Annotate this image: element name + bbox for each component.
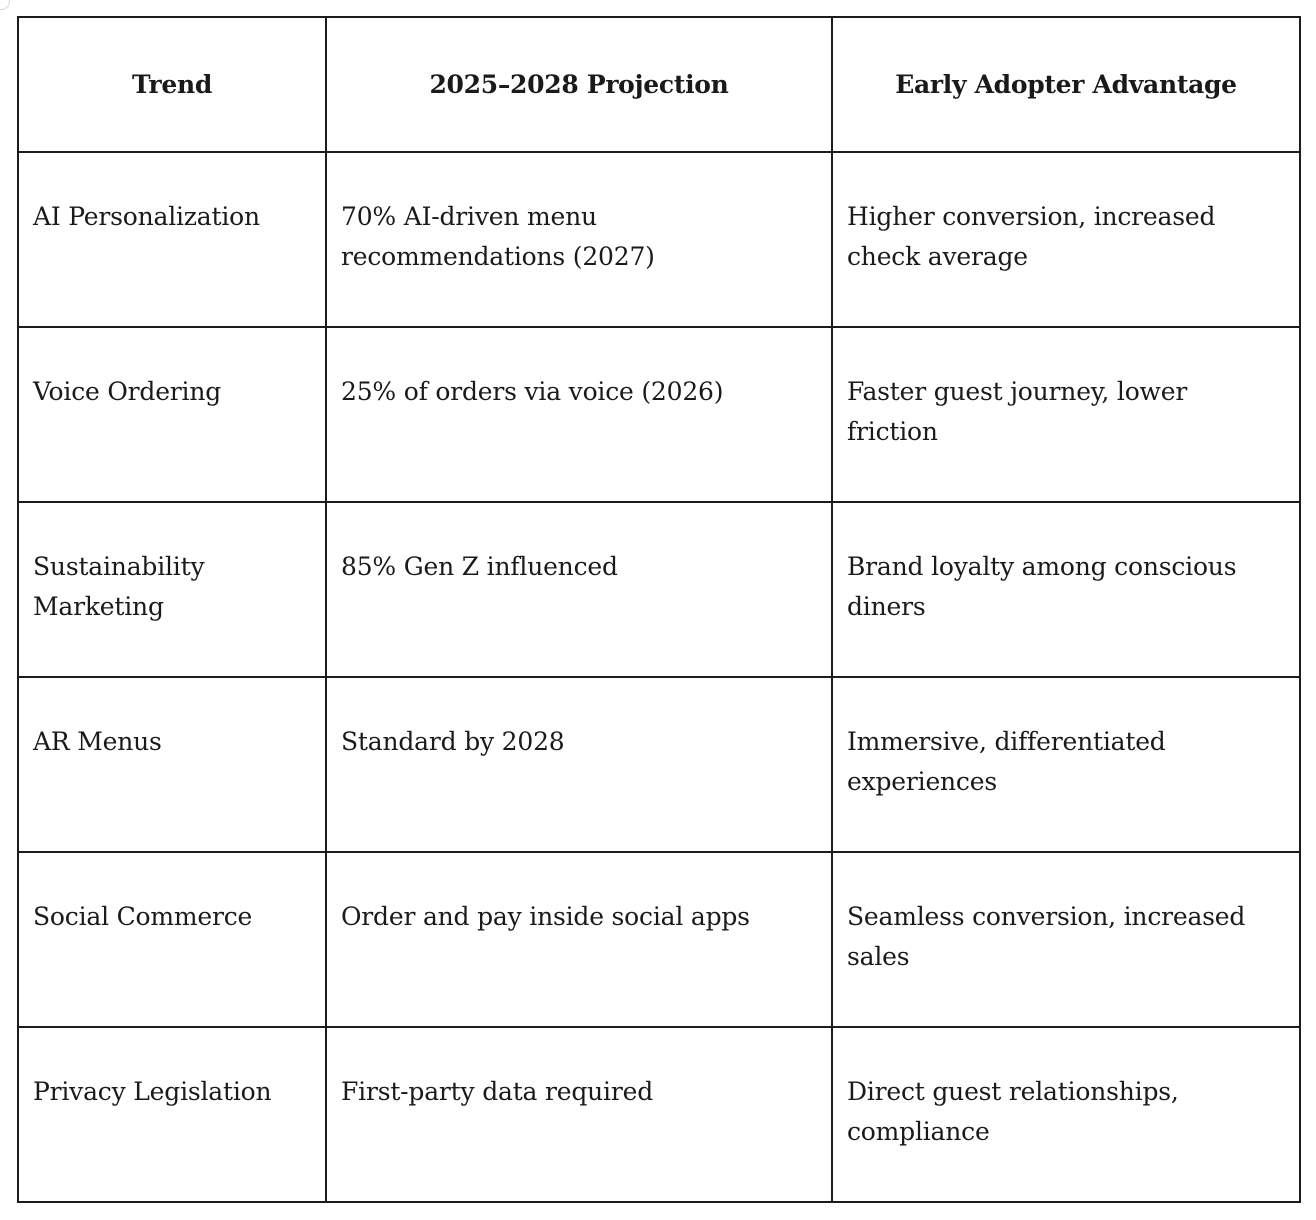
cell-projection: 25% of orders via voice (2026) [326,327,832,502]
cell-advantage: Faster guest journey, lower friction [832,327,1300,502]
cell-projection: 70% AI-driven menu recommendations (2027) [326,152,832,327]
cell-trend: AR Menus [18,677,326,852]
table-row [18,852,1300,1027]
cell-projection: Order and pay inside social apps [326,852,832,1027]
cell-projection: Standard by 2028 [326,677,832,852]
cell-projection: First-party data required [326,1027,832,1202]
table-row [18,327,1300,502]
table-row [18,677,1300,852]
cell-projection: 85% Gen Z influenced [326,502,832,677]
table-header-row [18,17,1300,152]
cell-advantage: Direct guest relationships, compliance [832,1027,1300,1202]
cell-trend: Voice Ordering [18,327,326,502]
cell-advantage: Immersive, differentiated experiences [832,677,1300,852]
table-row [18,1027,1300,1202]
cell-advantage: Seamless conversion, increased sales [832,852,1300,1027]
header-trend: Trend [18,17,326,152]
table-row [18,152,1300,327]
cell-trend: Social Commerce [18,852,326,1027]
cell-trend: Sustainability Marketing [18,502,326,677]
cell-advantage: Brand loyalty among conscious diners [832,502,1300,677]
table-row [18,502,1300,677]
trends-table [17,16,1301,1203]
cell-trend: Privacy Legislation [18,1027,326,1202]
resize-handle-icon [0,0,10,10]
cell-advantage: Higher conversion, increased check average [832,152,1300,327]
header-advantage: Early Adopter Advantage [832,17,1300,152]
cell-trend: AI Personalization [18,152,326,327]
header-projection: 2025–2028 Projection [326,17,832,152]
